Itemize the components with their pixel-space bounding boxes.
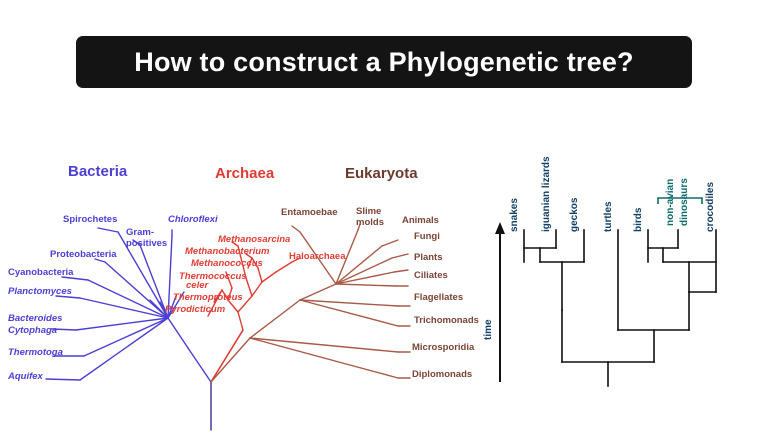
taxon-label-microsporidia: Microsporidia bbox=[412, 342, 475, 353]
taxon-label-positives: positives bbox=[126, 238, 168, 249]
taxon-label-methanosarcina: Methanosarcina bbox=[218, 234, 291, 245]
tip-label-geckos: geckos bbox=[569, 197, 580, 232]
tip-label-dinosaurs: dinosaurs bbox=[679, 178, 690, 226]
taxon-label-pyrodicticum: Pyrodicticum bbox=[165, 304, 226, 315]
tip-label-crocodiles: crocodiles bbox=[705, 181, 716, 232]
domain-heading-bacteria: Bacteria bbox=[68, 163, 128, 180]
page-title: How to construct a Phylogenetic tree? bbox=[134, 46, 634, 77]
taxon-label-gram: Gram- bbox=[126, 227, 154, 238]
taxon-label-cyanobacteria: Cyanobacteria bbox=[8, 267, 74, 278]
time-axis-label: time bbox=[483, 319, 494, 340]
tip-label-birds: birds bbox=[633, 207, 644, 232]
taxon-label-thermococcus: Thermococcus bbox=[179, 271, 247, 282]
taxon-label-entamoebae: Entamoebae bbox=[281, 207, 338, 218]
taxon-label-methanobacterium: Methanobacterium bbox=[185, 246, 270, 257]
taxon-label-planctomyces: Planctomyces bbox=[8, 286, 72, 297]
taxon-label-bacteroides: Bacteroides bbox=[8, 313, 63, 324]
taxon-label-thermoproteus: Thermoproteus bbox=[173, 292, 243, 303]
taxon-label-aquifex: Aquifex bbox=[8, 371, 43, 382]
domain-heading-archaea: Archaea bbox=[215, 165, 275, 182]
taxon-label-flagellates: Flagellates bbox=[414, 292, 464, 303]
taxon-label-chloroflexi: Chloroflexi bbox=[168, 214, 218, 225]
taxon-label-plants: Plants bbox=[414, 252, 443, 263]
taxon-label-animals: Animals bbox=[402, 215, 439, 226]
taxon-label-cytophaga: Cytophaga bbox=[8, 325, 58, 336]
tip-label-snakes: snakes bbox=[509, 198, 520, 232]
tip-label-iguanian-lizards: iguanian lizards bbox=[541, 156, 552, 232]
tip-label-turtles: turtles bbox=[603, 201, 614, 232]
taxon-label-methanococcus: Methanococcus bbox=[191, 258, 263, 269]
taxon-label-proteobacteria: Proteobacteria bbox=[50, 249, 117, 260]
taxon-label-molds: molds bbox=[356, 217, 384, 228]
taxon-label-slime: Slime bbox=[356, 206, 382, 217]
taxon-label-diplomonads: Diplomonads bbox=[412, 369, 473, 380]
right-tree-branches bbox=[488, 0, 768, 432]
tip-label-non-avian: non-avian bbox=[665, 178, 676, 226]
taxon-label-thermotoga: Thermotoga bbox=[8, 347, 63, 358]
taxon-label-celer: celer bbox=[186, 280, 209, 291]
taxon-label-spirochetes: Spirochetes bbox=[63, 214, 118, 225]
taxon-label-haloarchaea: Haloarchaea bbox=[289, 251, 346, 262]
time-arrow-head bbox=[495, 222, 505, 234]
taxon-label-fungi: Fungi bbox=[414, 231, 440, 242]
taxon-label-trichomonads: Trichomonads bbox=[414, 315, 479, 326]
taxon-label-ciliates: Ciliates bbox=[414, 270, 448, 281]
domain-heading-eukaryota: Eukaryota bbox=[345, 165, 418, 182]
